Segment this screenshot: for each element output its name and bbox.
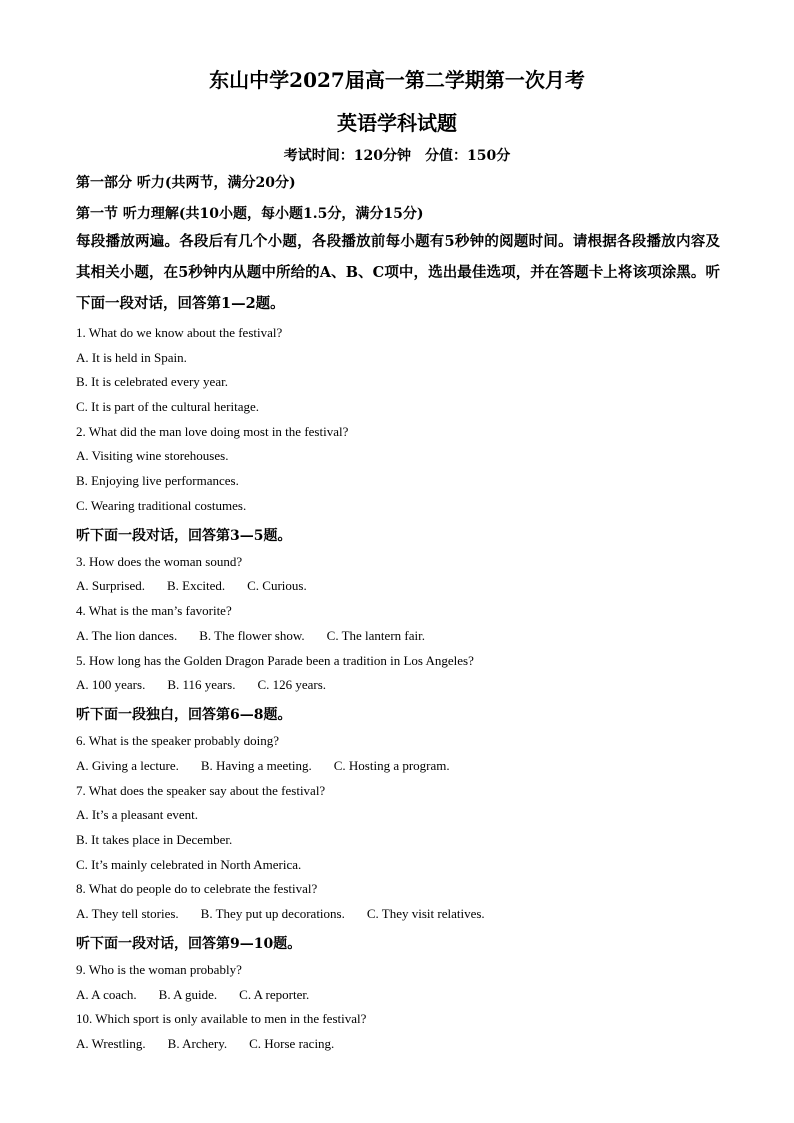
q7-option-b: B. It takes place in December.: [76, 832, 233, 847]
q2-option-b: B. Enjoying live performances.: [76, 473, 239, 488]
q8-options: [76, 906, 485, 922]
q10-options: [76, 1036, 334, 1052]
q3-option-b: B. Excited.: [166, 578, 226, 593]
q5-options: [76, 677, 326, 693]
q7-option-c: C. It’s mainly celebrated in North America.: [76, 857, 302, 872]
q3-stem: 3. How does the woman sound?: [76, 554, 243, 569]
q2-stem: 2. What did the man love doing most in the festival?: [76, 424, 349, 439]
part1-heading: 第一部分 听力(共两节，满分20分): [76, 175, 296, 191]
q6-option-c: C. Hosting a program.: [333, 758, 450, 773]
q6-options: [76, 758, 450, 774]
q5-stem: 5. How long has the Golden Dragon Parade been a tradition in Los Angeles?: [76, 653, 474, 668]
q8-option-c: C. They visit relatives.: [366, 906, 485, 921]
q4-option-c: C. The lantern fair.: [326, 628, 425, 643]
q9-option-b: B. A guide.: [158, 987, 218, 1002]
q10-option-c: C. Horse racing.: [249, 1036, 335, 1051]
q5-option-a: A. 100 years.: [76, 677, 146, 692]
q1-option-b: B. It is celebrated every year.: [76, 374, 228, 389]
q8-option-a: A. They tell stories.: [76, 906, 179, 921]
exam-title: 东山中学2027届高一第二学期第一次月考: [209, 68, 585, 92]
q3-option-a: A. Surprised.: [76, 578, 145, 593]
q10-option-b: B. Archery.: [167, 1036, 228, 1051]
q2-option-c: C. Wearing traditional costumes.: [76, 498, 247, 513]
q9-stem: 9. Who is the woman probably?: [76, 962, 242, 977]
q2-option-a: A. Visiting wine storehouses.: [76, 448, 229, 463]
instructions: 每段播放两遍。各段后有几个小题，各段播放前每小题有5秒钟的阅题时间。请根据各段播放内容及其相关小题，在5秒钟内从题中所给的A、B、C项中，选出最佳选项，并在答题卡上将该项涂黑。听下面一段对话，回答第1—2题。: [76, 233, 720, 312]
q1-option-a: A. It is held in Spain.: [76, 350, 187, 365]
section1-heading: 第一节 听力理解(共10小题，每小题1.5分，满分15分): [76, 206, 424, 222]
q9-option-c: C. A reporter.: [239, 987, 310, 1002]
q9-options: [76, 987, 309, 1003]
q6-option-b: B. Having a meeting.: [200, 758, 312, 773]
q4-options: [76, 628, 425, 644]
q3-options: [76, 578, 307, 594]
q5-option-b: B. 116 years.: [167, 677, 236, 692]
q10-stem: 10. Which sport is only available to men in the festival?: [76, 1011, 367, 1026]
q5-option-c: C. 126 years.: [257, 677, 327, 692]
q4-option-b: B. The flower show.: [199, 628, 305, 643]
q1-option-c: C. It is part of the cultural heritage.: [76, 399, 260, 414]
q1-stem: 1. What do we know about the festival?: [76, 325, 283, 340]
q10-option-a: A. Wrestling.: [76, 1036, 146, 1051]
q8-option-b: B. They put up decorations.: [200, 906, 345, 921]
q4-stem: 4. What is the man’s favorite?: [76, 603, 232, 618]
q4-option-a: A. The lion dances.: [76, 628, 178, 643]
q8-stem: 8. What do people do to celebrate the festival?: [76, 881, 318, 896]
q6-option-a: A. Giving a lecture.: [76, 758, 179, 773]
q9-option-a: A. A coach.: [76, 987, 137, 1002]
q6-stem: 6. What is the speaker probably doing?: [76, 733, 280, 748]
score-label: 分值：150分: [425, 148, 511, 164]
q3-option-c: C. Curious.: [247, 578, 307, 593]
time-label: 考试时间：120分钟: [283, 148, 411, 164]
q7-option-a: A. It’s a pleasant event.: [76, 807, 199, 822]
q7-stem: 7. What does the speaker say about the festival?: [76, 783, 326, 798]
group4-heading: 听下面一段对话，回答第9—10题。: [76, 936, 302, 952]
exam-meta: [0, 145, 794, 165]
subject-title: 英语学科试题: [337, 111, 457, 135]
group2-heading: 听下面一段对话，回答第3—5题。: [76, 528, 292, 544]
group3-heading: 听下面一段独白，回答第6—8题。: [76, 707, 292, 723]
